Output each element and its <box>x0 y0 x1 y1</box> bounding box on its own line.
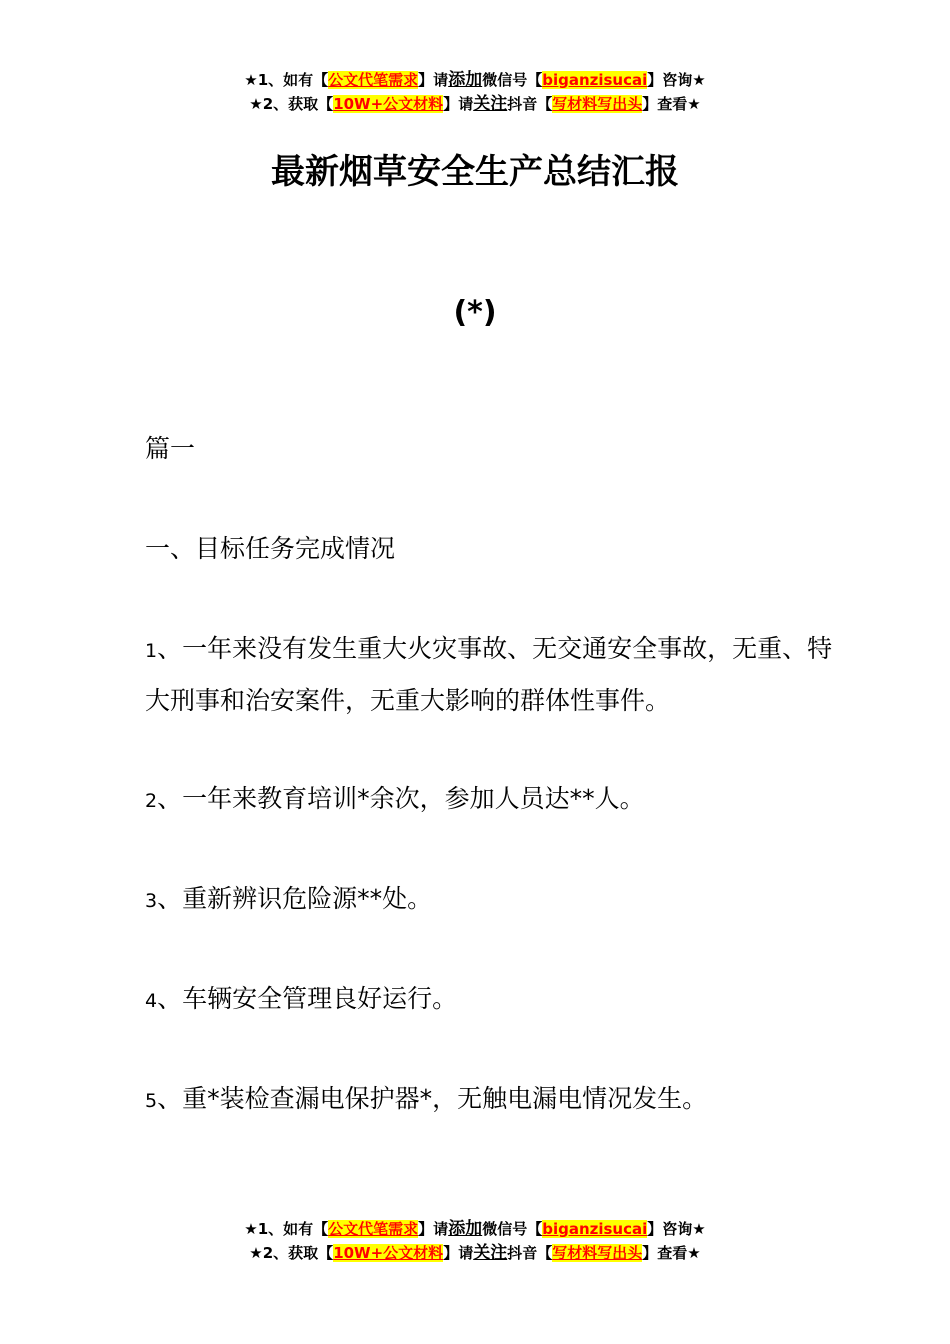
banner-underlined: 关注 <box>473 94 508 114</box>
list-item-number: 4 <box>145 990 158 1012</box>
list-item-text: 、重*装检查漏电保护器*，无触电漏电情况发生。 <box>157 1084 708 1113</box>
section-heading: 一、目标任务完成情况 <box>145 534 396 563</box>
banner-highlight: 公文代笔需求 <box>328 71 419 89</box>
header-banner <box>0 68 950 116</box>
banner-highlight: 写材料写出头 <box>552 95 643 113</box>
list-item-number: 1 <box>145 640 158 662</box>
list-item-text: 、一年来教育培训*余次，参加人员达**人。 <box>157 784 645 813</box>
list-item-text: 、重新辨识危险源**处。 <box>157 884 433 913</box>
list-item-text: 、车辆安全管理良好运行。 <box>157 984 458 1013</box>
list-item-text: 、一年来没有发生重大火灾事故、无交通安全事故，无重、特大刑事和治安案件，无重大影响的群体性事件。 <box>145 634 833 715</box>
banner-highlight: 写材料写出头 <box>552 1244 643 1262</box>
banner-highlight: biganzisucai <box>542 71 648 89</box>
banner-text: 微信号【 <box>482 1220 543 1238</box>
list-item <box>145 774 835 826</box>
banner-line-1 <box>0 68 950 92</box>
banner-text: ★2、获取【 <box>249 95 334 113</box>
list-item <box>145 874 835 926</box>
banner-text: ★1、如有【 <box>244 71 329 89</box>
banner-text: 微信号【 <box>482 71 543 89</box>
document-title: 最新烟草安全生产总结汇报 <box>271 152 679 192</box>
banner-line-2 <box>0 92 950 116</box>
banner-text: 抖音【 <box>507 95 553 113</box>
banner-highlight: 公文代笔需求 <box>328 1220 419 1238</box>
banner-line-1 <box>0 1217 950 1241</box>
banner-text: 抖音【 <box>507 1244 553 1262</box>
banner-highlight: 10W+公文材料 <box>333 95 444 113</box>
banner-text: ★1、如有【 <box>244 1220 329 1238</box>
banner-underlined: 关注 <box>473 1243 508 1263</box>
banner-underlined: 添加 <box>448 70 483 90</box>
banner-underlined: 添加 <box>448 1219 483 1239</box>
banner-text: 】查看★ <box>642 1244 701 1262</box>
banner-highlight: biganzisucai <box>542 1220 648 1238</box>
list-item-number: 3 <box>145 890 158 912</box>
banner-text: 】咨询★ <box>647 1220 706 1238</box>
banner-text: 】查看★ <box>642 95 701 113</box>
footer-banner <box>0 1217 950 1265</box>
list-item-number: 5 <box>145 1090 158 1112</box>
banner-text: 】请 <box>418 71 449 89</box>
list-item <box>145 1074 835 1126</box>
list-item <box>145 974 835 1026</box>
banner-text: ★2、获取【 <box>249 1244 334 1262</box>
banner-text: 】咨询★ <box>647 71 706 89</box>
banner-highlight: 10W+公文材料 <box>333 1244 444 1262</box>
banner-line-2 <box>0 1241 950 1265</box>
list-item <box>145 624 835 726</box>
banner-text: 】请 <box>443 95 474 113</box>
banner-text: 】请 <box>443 1244 474 1262</box>
section-label: 篇一 <box>145 434 196 463</box>
list-item-number: 2 <box>145 790 158 812</box>
banner-text: 】请 <box>418 1220 449 1238</box>
document-subtitle: (*) <box>453 295 497 330</box>
